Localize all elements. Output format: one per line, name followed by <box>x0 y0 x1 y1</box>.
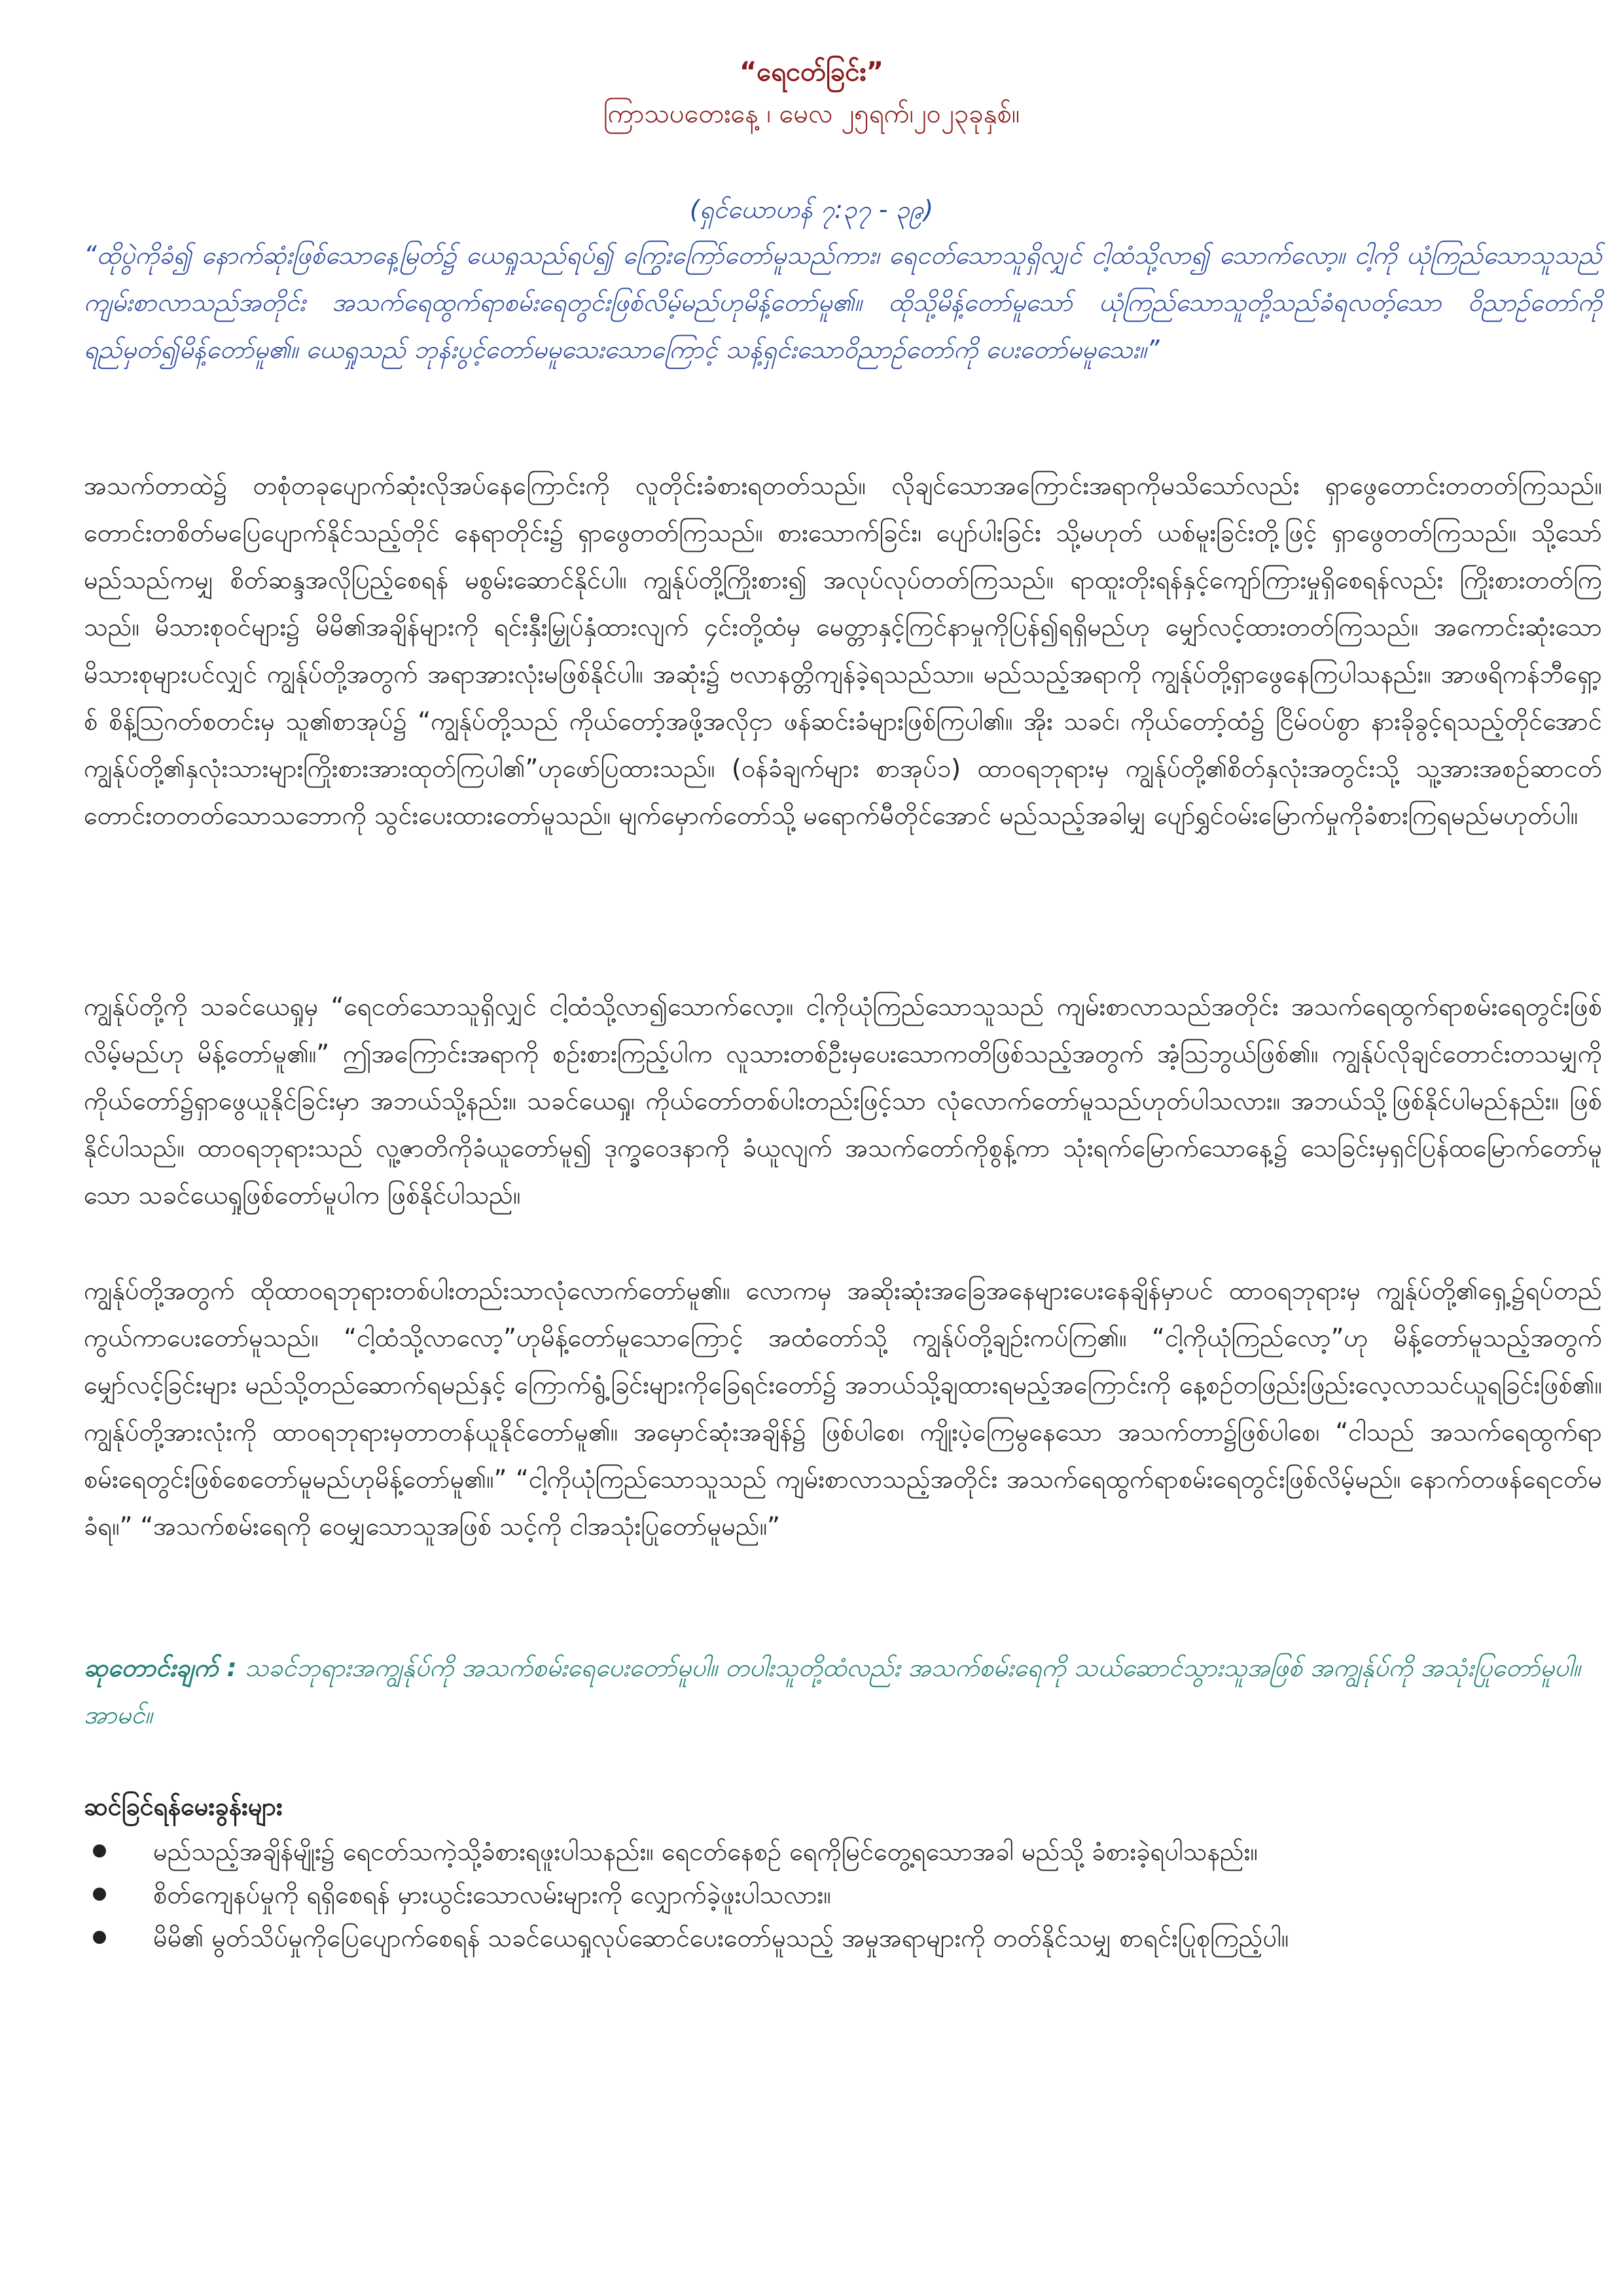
question-text: မိမိ၏ မွတ်သိပ်မှုကိုပြေပျောက်စေရန် သခင်ယေရှုလုပ်ဆောင်ပေးတော်မူသည့် အမှုအရာများကို တတ်နိုင်သမျှ စာရင်းပြုစုကြည့်ပါ။ <box>153 1924 1289 1952</box>
page-title: “ရေငတ်ခြင်း” <box>740 57 883 87</box>
scripture-text: “ထိုပွဲကိုခံ၍ နောက်ဆုံးဖြစ်သောနေ့မြတ်၌ ယေရှုသည်ရပ်၍ ကြွေးကြော်တော်မူသည်ကား၊ ရေငတ်သောသူရှိလျှင် ငါ့ထံသို့လာ၍ သောက်လော့။ ငါ့ကို ယုံကြည်သောသူသည် ကျမ်းစာလာသည်အတိုင်း အသက်ရေထွက်ရာစမ်းရေတွင်းဖြစ်လိမ့်မည်ဟုမိန့်တော်မူ၏။ ထိုသို့မိန့်တော်မူသော် ယုံကြည်သောသူတို့သည်ခံရလတ့်သော ဝိညာဉ်တော်ကိုရည်မှတ်၍မိန့်တော်မူ၏။ ယေရှုသည် ဘုန်းပွင့်တော်မမူသေးသောကြောင့် သန့်ရှင်းသောဝိညာဉ်တော်ကို ပေးတော်မမူသေး။” <box>84 241 1602 364</box>
header <box>0 51 1623 135</box>
question-item <box>84 1873 1602 1916</box>
question-text: စိတ်ကျေနပ်မှုကို ရရှိစေရန် မှားယွင်းသောလမ်းများကို လျှောက်ခဲ့ဖူးပါသလား။ <box>153 1880 831 1909</box>
page-date: ကြာသပတေးနေ့ ၊ မေလ ၂၅ရက်၊၂၀၂၃ခုနှစ်။ <box>603 99 1020 129</box>
prayer <box>84 1644 1602 1738</box>
question-item <box>84 1830 1602 1873</box>
questions-heading: ဆင်ခြင်ရန်မေးခွန်းများ <box>84 1792 283 1821</box>
body-paragraph-2: ကျွန်ုပ်တို့ကို သခင်ယေရှုမှ “ရေငတ်သောသူရှိလျှင် ငါ့ထံသို့လာ၍သောက်လော့။ ငါ့ကိုယုံကြည်သောသူသည် ကျမ်းစာလာသည်အတိုင်း အသက်ရေထွက်ရာစမ်းရေတွင်းဖြစ်လိမ့်မည်ဟု မိန့်တော်မူ၏။” ဤအကြောင်းအရာကို စဉ်းစားကြည့်ပါက လူသားတစ်ဦးမှပေးသောကတိဖြစ်သည့်အတွက် အံ့သြဘွယ်ဖြစ်၏။ ကျွန်ုပ်လိုချင်တောင်းတသမျှကို ကိုယ်တော်၌ရှာဖွေယူနိုင်ခြင်းမှာ အဘယ်သို့နည်း။ သခင်ယေရှု၊ ကိုယ်တော်တစ်ပါးတည်းဖြင့်သာ လုံလောက်တော်မူသည်ဟုတ်ပါသလား။ အဘယ်သို့ဖြစ်နိုင်ပါမည်နည်း။ ဖြစ်နိုင်ပါသည်။ ထာဝရဘုရားသည် လူ့ဇာတိကိုခံယူတော်မူ၍ ဒုက္ခဝေဒနာကို ခံယူလျက် အသက်တော်ကိုစွန့်ကာ သုံးရက်မြောက်သောနေ့၌ သေခြင်းမှရှင်ပြန်ထမြောက်တော်မူသော သခင်ယေရှုဖြစ်တော်မူပါက ဖြစ်နိုင်ပါသည်။ <box>84 992 1602 1210</box>
questions-list <box>84 1830 1602 1960</box>
body-paragraph-1: အသက်တာထဲ၌ တစုံတခုပျောက်ဆုံးလိုအပ်နေကြောင်းကို လူတိုင်းခံစားရတတ်သည်။ လိုချင်သောအကြောင်းအရာကိုမသိသော်လည်း ရှာဖွေတောင်းတတတ်ကြသည်။ တောင်းတစိတ်မပြေပျောက်နိုင်သည့်တိုင် နေရာတိုင်း၌ ရှာဖွေတတ်ကြသည်။ စားသောက်ခြင်း၊ ပျော်ပါးခြင်း သို့မဟုတ် ယစ်မူးခြင်းတို့ဖြင့် ရှာဖွေတတ်ကြသည်။ သို့သော် မည်သည်ကမျှ စိတ်ဆန္ဒအလိုပြည့်စေရန် မစွမ်းဆောင်နိုင်ပါ။ ကျွန်ုပ်တို့ကြိုးစား၍ အလုပ်လုပ်တတ်ကြသည်။ ရာထူးတိုးရန်နှင့်ကျော်ကြားမှုရှိစေရန်လည်း ကြိုးစားတတ်ကြသည်။ မိသားစုဝင်များ၌ မိမိ၏အချိန်များကို ရင်းနှီးမြှုပ်နှံထားလျက် ၄င်းတို့ထံမှ မေတ္တာနှင့်ကြင်နာမှုကိုပြန်၍ရရှိမည်ဟု မျှော်လင့်ထားတတ်ကြသည်။ အကောင်းဆုံးသောမိသားစုများပင်လျှင် ကျွန်ုပ်တို့အတွက် အရာအားလုံးမဖြစ်နိုင်ပါ။ အဆုံး၌ ဗလာနတ္တိကျန်ခဲ့ရသည်သာ။ မည်သည့်အရာကို ကျွန်ုပ်တို့ရှာဖွေနေကြပါသနည်း။ အာဖရိကန်ဘီရှော့စ် စိန့်ဩဂတ်စတင်းမှ သူ၏စာအုပ်၌ “ကျွန်ုပ်တို့သည် ကိုယ်တော့်အဖို့အလိုငှာ ဖန်ဆင်းခံများဖြစ်ကြပါ၏။ အိုး သခင်၊ ကိုယ်တော့်ထံ၌ ငြိမ်ဝပ်စွာ နားခိုခွင့်ရသည့်တိုင်အောင် ကျွန်ုပ်တို့၏နှလုံးသားများကြိုးစားအားထုတ်ကြပါ၏”ဟုဖော်ပြထားသည်။ (ဝန်ခံချက်များ စာအုပ်၁) ထာဝရဘုရားမှ ကျွန်ုပ်တို့၏စိတ်နှလုံးအတွင်းသို့ သူ့အားအစဉ်ဆာငတ်တောင်းတတတ်သောသဘောကို သွင်းပေးထားတော်မူသည်။ မျက်မှောက်တော်သို့ မရောက်မီတိုင်အောင် မည်သည့်အခါမျှ ပျော်ရွှင်ဝမ်းမြောက်မှုကိုခံစားကြရမည်မဟုတ်ပါ။ <box>84 471 1602 830</box>
scripture-reference: (ရှင်ယောဟန် ၇:၃၇ - ၃၉) <box>689 195 934 224</box>
prayer-text: သခင်ဘုရားအကျွန်ုပ်ကို အသက်စမ်းရေပေးတော်မူပါ။ တပါးသူတို့ထံလည်း အသက်စမ်းရေကို သယ်ဆောင်သွားသူအဖြစ် အကျွန်ုပ်ကို အသုံးပြုတော်မူပါ။ အာမင်။ <box>84 1653 1580 1729</box>
body-paragraph-3: ကျွန်ုပ်တို့အတွက် ထိုထာဝရဘုရားတစ်ပါးတည်းသာလုံလောက်တော်မူ၏။ လောကမှ အဆိုးဆုံးအခြေအနေများပေးနေချိန်မှာပင် ထာဝရဘုရားမှ ကျွန်ုပ်တို့၏ရှေ့၌ရပ်တည်ကွယ်ကာပေးတော်မူသည်။ “ငါ့ထံသို့လာလော့”ဟုမိန့်တော်မူသောကြောင့် အထံတော်သို့ ကျွန်ုပ်တို့ချဉ်းကပ်ကြ၏။ “ငါ့ကိုယုံကြည်လော့”ဟု မိန့်တော်မူသည့်အတွက် မျှော်လင့်ခြင်းများ မည်သို့တည်ဆောက်ရမည်နှင့် ကြောက်ရွံ့ခြင်းများကိုခြေရင်းတော်၌ အဘယ်သို့ချထားရမည့်အကြောင်းကို နေ့စဉ်တဖြည်းဖြည်းလေ့လာသင်ယူရခြင်းဖြစ်၏။ ကျွန်ုပ်တို့အားလုံးကို ထာဝရဘုရားမှတာတန်ယူနိုင်တော်မူ၏။ အမှောင်ဆုံးအချိန်၌ ဖြစ်ပါစေ၊ ကျိုးပဲ့ကြေမွနေသော အသက်တာ၌ဖြစ်ပါစေ၊ “ငါသည် အသက်ရေထွက်ရာ စမ်းရေတွင်းဖြစ်စေတော်မူမည်ဟုမိန့်တော်မူ၏။” “ငါ့ကိုယုံကြည်သောသူသည် ကျမ်းစာလာသည့်အတိုင်း အသက်ရေထွက်ရာစမ်းရေတွင်းဖြစ်လိမ့်မည်။ နောက်တဖန်ရေငတ်မခံရ။” “အသက်စမ်းရေကို ဝေမျှသောသူအဖြစ် သင့်ကို ငါအသုံးပြုတော်မူမည်။” <box>84 1276 1602 1541</box>
bullet-icon <box>93 1888 106 1901</box>
question-item <box>84 1916 1602 1960</box>
question-text: မည်သည့်အချိန်မျိုး၌ ရေငတ်သကဲ့သို့ခံစားရဖူးပါသနည်း။ ရေငတ်နေစဉ် ရေကိုမြင်တွေ့ရသောအခါ မည်သို့ ခံစားခဲ့ရပါသနည်း။ <box>153 1837 1258 1866</box>
prayer-label: ဆုတောင်းချက် : <box>84 1653 237 1682</box>
bullet-icon <box>93 1931 106 1944</box>
bullet-icon <box>93 1844 106 1857</box>
